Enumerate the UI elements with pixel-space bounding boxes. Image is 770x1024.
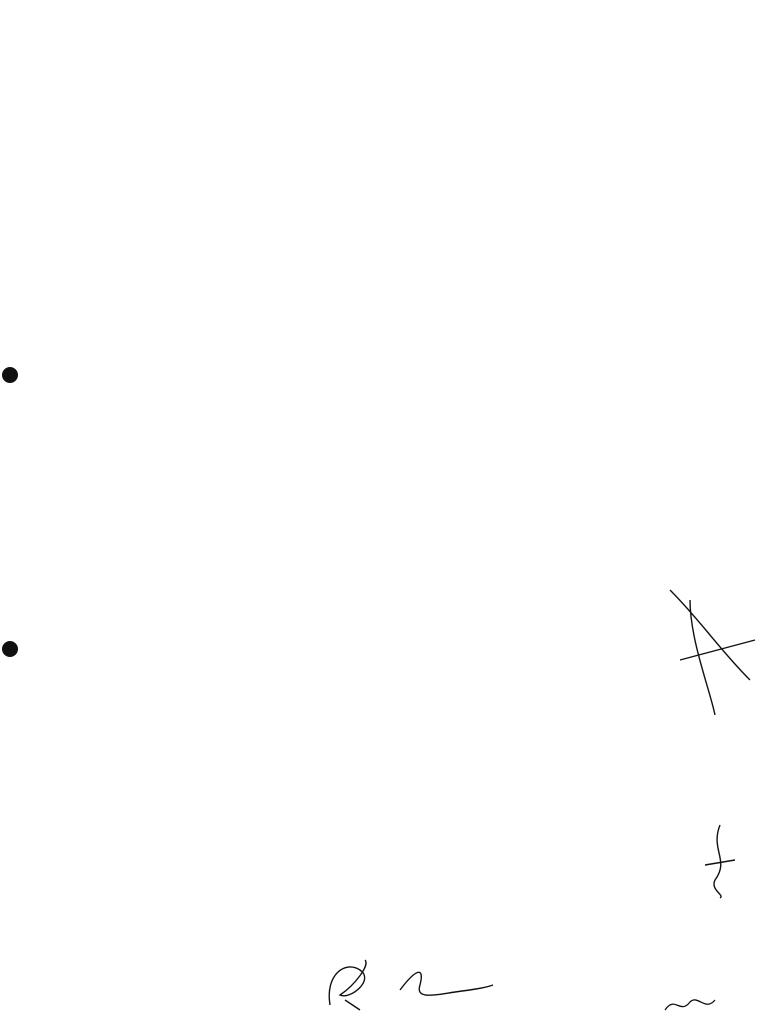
- signature-1: [320, 955, 380, 1015]
- stamp-line-crea: [592, 956, 703, 968]
- punch-hole: [2, 367, 18, 383]
- margin-signature: [660, 580, 760, 720]
- engineer-stamp: [592, 956, 703, 968]
- signature-2: [395, 960, 495, 1010]
- stamp-line-name: [592, 956, 703, 968]
- punch-hole: [2, 641, 18, 657]
- signature-3: [660, 990, 720, 1020]
- margin-signature: [700, 820, 740, 900]
- stamp-line-number: [592, 956, 703, 968]
